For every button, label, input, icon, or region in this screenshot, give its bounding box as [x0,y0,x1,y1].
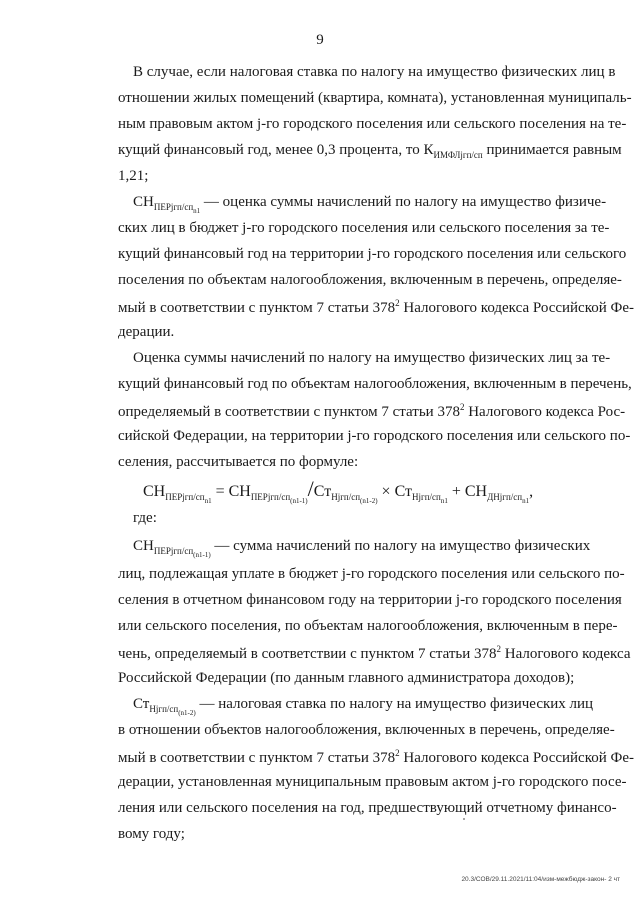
p3-line-3 [118,402,625,421]
term-sub: ПЕРjгп/сп [153,202,194,212]
term-subsub: n1 [193,206,201,215]
p5-line-1 [133,696,593,717]
p2-line-5-tail: Налогового кодекса Российской Фе- [399,300,635,316]
formula-sub: ДНjгп/сп [487,492,523,503]
formula-times: × Ст [377,483,413,500]
formula-term: Ст [313,483,332,500]
formula-term: СН [143,483,166,500]
p4-line-2: лиц, подлежащая уплате в бюджет j-го городского поселения или сельского по- [118,566,625,582]
p5-line-6: вому году; [118,826,185,842]
formula-slash: / [307,476,314,501]
formula-plus: + СН [447,483,488,500]
formula-subsub: n1 [440,496,448,505]
p4-line-4: или сельского поселения, по объектам налогообложения, включенным в пере- [118,618,618,634]
formula-sub: Нjгп/сп [412,492,441,503]
where-label: где: [133,510,157,526]
p4-line-1 [133,538,590,559]
formula-subsub: n1 [204,496,212,505]
p3-line-3-tail: Налогового кодекса Рос- [464,404,626,420]
p1-line-4-tail: принимается равным [482,142,622,158]
p5-line-3-text: мый в соответствии с пунктом 7 статьи 378 [118,750,396,766]
p5-line-3-tail: Налогового кодекса Российской Фе- [399,750,635,766]
p3-line-1: Оценка суммы начислений по налогу на имущество физических лиц за те- [133,350,611,366]
term-sn-per: СН [133,538,154,554]
p2-line-4: поселения по объектам налогообложения, включенным в перечень, определяе- [118,272,622,288]
p2-line-6: дерации. [118,324,175,340]
p2-line-5-text: мый в соответствии с пунктом 7 статьи 378 [118,300,396,316]
p2-line-3: кущий финансовый год на территории j-го городского поселения или сельского [118,246,627,262]
formula [143,476,533,505]
term-sn-per: СН [133,194,154,210]
p1-line-2: отношении жилых помещений (квартира, комната), установленная муниципаль- [118,90,632,106]
superscript: 2 [395,298,400,308]
formula-end: , [529,483,534,500]
p1-line-3: ным правовым актом j-го городского поселения или сельского поселения на те- [118,116,627,132]
p3-line-2: кущий финансовый год по объектам налогообложения, включенным в перечень, [118,376,632,392]
footer-stamp: 20.3/СОВ/29.11.2021/11:04/изм-межбюдж-закон- 2 чт [461,876,620,883]
p4-line-5-tail: Налогового кодекса [501,646,631,662]
p4-line-6: Российской Федерации (по данным главного администратора доходов); [118,670,575,686]
p1-line-4-text: кущий финансовый год, менее 0,3 процента, то К [118,142,434,158]
p1-line-1: В случае, если налоговая ставка по налогу на имущество физических лиц в [133,64,616,80]
p2-line-1 [133,194,606,215]
p4-line-5-text: чень, определяемый в соответствии с пунктом 7 статьи 378 [118,646,497,662]
scan-speck [463,818,465,820]
p3-line-3-text: определяемый в соответствии с пунктом 7 статьи 378 [118,404,460,420]
formula-sub: ПЕРjгп/сп [165,492,205,503]
superscript: 2 [395,748,400,758]
p4-line-3: селения в отчетном финансовом году на территории j-го городского поселения [118,592,622,608]
formula-eq: = СН [211,483,251,500]
p5-line-1-text: — налоговая ставка по налогу на имущество физических лиц [195,696,594,712]
term-subsub: (n1-2) [178,708,196,717]
term-sub: Нjгп/сп [149,704,179,714]
p3-line-5: селения, рассчитывается по формуле: [118,454,359,470]
superscript: 2 [459,402,465,412]
coefficient-subscript: ИМФЛjгп/сп [433,150,483,160]
formula-subsub: (n1-1) [290,496,308,505]
p5-line-3 [118,748,634,767]
superscript: 2 [496,644,502,654]
p4-line-1-text: — сумма начислений по налогу на имущество физических [210,538,591,554]
p4-line-5 [118,644,630,663]
p5-line-2: в отношении объектов налогообложения, включенных в перечень, определяе- [118,722,615,738]
p5-line-4: дерации, установленная муниципальным правовым актом j-го городского посе- [118,774,627,790]
formula-sub: Нjгп/сп [331,492,361,503]
formula-subsub: n1 [522,496,530,505]
p3-line-4: сийской Федерации, на территории j-го городского поселения или сельского по- [118,428,631,444]
p2-line-2: ских лиц в бюджет j-го городского поселения или сельского поселения за те- [118,220,610,236]
page-number: 9 [316,32,324,48]
term-st: Ст [133,696,150,712]
term-subsub: (n1-1) [193,550,211,559]
term-sub: ПЕРjгп/сп [153,546,194,556]
p2-line-5 [118,298,634,317]
formula-subsub: (n1-2) [360,496,378,505]
formula-sub: ПЕРjгп/сп [250,492,291,503]
p1-line-4 [118,142,622,160]
p2-line-1-text: — оценка суммы начислений по налогу на имущество физиче- [200,194,607,210]
p5-line-5: ления или сельского поселения на год, предшествующий отчетному финансо- [118,800,617,816]
p1-line-5: 1,21; [118,168,149,184]
